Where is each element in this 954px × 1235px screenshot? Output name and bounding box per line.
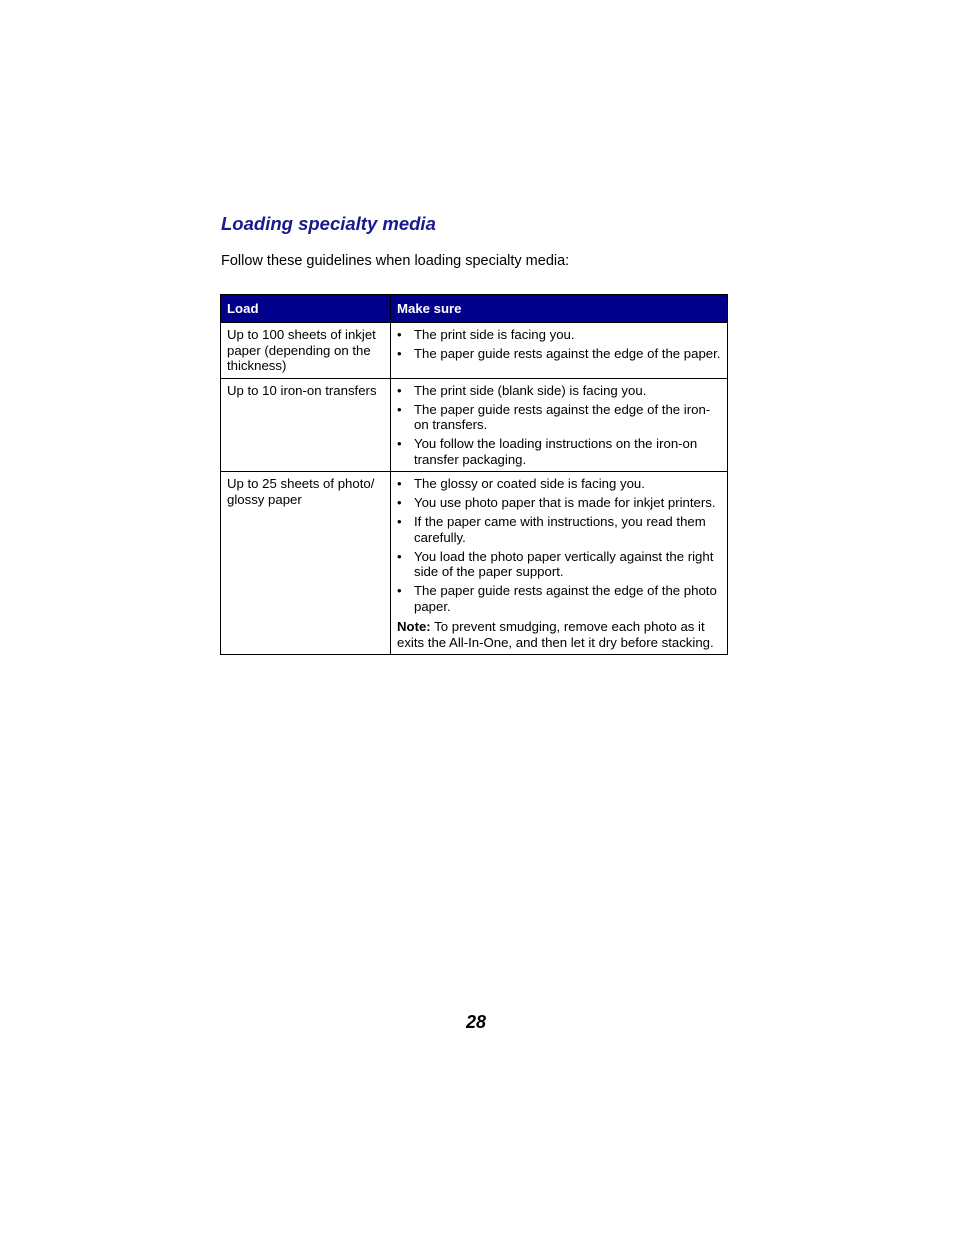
list-item <box>397 583 721 614</box>
bullet-icon: • <box>397 514 402 529</box>
load-cell: Up to 100 sheets of inkjet paper (depending on the thickness) <box>221 323 391 379</box>
list-item <box>397 476 721 492</box>
list-item <box>397 327 721 343</box>
list-item-text: The print side (blank side) is facing you. <box>414 382 647 398</box>
bullet-icon: • <box>397 401 402 417</box>
bullet-icon: • <box>397 495 402 510</box>
section-heading: Loading specialty media <box>221 213 436 234</box>
bullet-icon: • <box>397 476 402 491</box>
bullet-list <box>397 383 721 468</box>
list-item-text: You load the photo paper vertically against the right side of the paper support. <box>414 548 714 579</box>
load-cell: Up to 25 sheets of photo/ glossy paper <box>221 472 391 655</box>
list-item <box>397 436 721 467</box>
note-text: To prevent smudging, remove each photo as it exits the All-In-One, and then let it dry before stacking. <box>397 619 714 650</box>
column-header-make-sure: Make sure <box>391 295 728 323</box>
list-item <box>397 383 721 399</box>
make-sure-cell <box>391 378 728 472</box>
list-item <box>397 495 721 511</box>
list-item <box>397 549 721 580</box>
list-item <box>397 514 721 545</box>
list-item <box>397 402 721 433</box>
list-item-text: You use photo paper that is made for inkjet printers. <box>414 495 716 510</box>
list-item-text: You follow the loading instructions on the iron-on transfer packaging. <box>414 436 698 467</box>
column-header-load: Load <box>221 295 391 323</box>
list-item <box>397 346 721 362</box>
bullet-icon: • <box>397 548 402 564</box>
intro-text: Follow these guidelines when loading specialty media: <box>221 253 570 269</box>
specialty-media-table <box>220 294 728 655</box>
page-number: 28 <box>466 1012 487 1032</box>
bullet-icon: • <box>397 327 402 342</box>
bullet-list <box>397 476 721 614</box>
table-row <box>221 378 728 472</box>
make-sure-cell <box>391 472 728 655</box>
table-header-row <box>221 295 728 323</box>
table-row <box>221 323 728 379</box>
make-sure-cell <box>391 323 728 379</box>
list-item-text: The paper guide rests against the edge of the photo paper. <box>414 583 717 614</box>
bullet-icon: • <box>397 583 402 598</box>
list-item-text: The paper guide rests against the edge of the paper. <box>414 346 721 361</box>
table-row <box>221 472 728 655</box>
list-item-text: The print side is facing you. <box>414 327 575 342</box>
bullet-icon: • <box>397 436 402 451</box>
list-item-text: The glossy or coated side is facing you. <box>414 476 645 491</box>
note-label: Note: <box>397 619 431 634</box>
bullet-icon: • <box>397 346 402 361</box>
list-item-text: The paper guide rests against the edge of the iron-on transfers. <box>414 401 711 432</box>
bullet-list <box>397 327 721 362</box>
bullet-icon: • <box>397 382 402 398</box>
load-cell: Up to 10 iron-on transfers <box>221 378 391 472</box>
note <box>397 619 721 650</box>
list-item-text: If the paper came with instructions, you read them carefully. <box>414 514 706 545</box>
